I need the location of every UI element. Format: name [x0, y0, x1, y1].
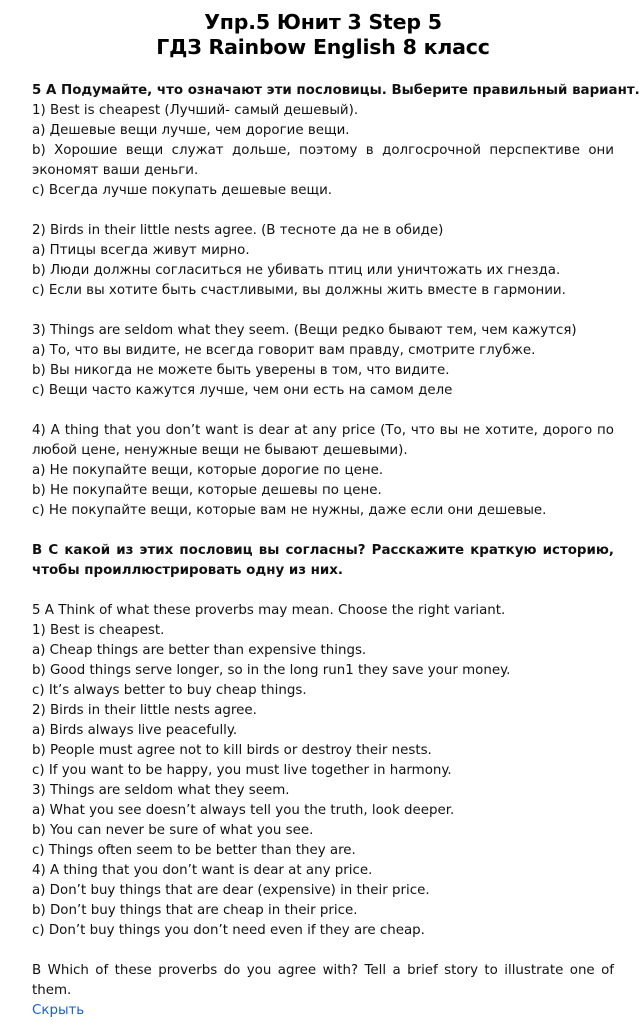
ru-heading: 5 A Подумайте, что означают эти пословицы. Выберите правильный вариант. — [32, 83, 640, 98]
ru-q4-title: 4) A thing that you don’t want is dear at any price (То, что вы не хотите, дорого по любой цене, ненужные вещи не бывают дешевыми). — [32, 423, 614, 458]
en-q3-option-c: c) Things often seem to be better than they are. — [32, 843, 356, 858]
ru-q1-option-c: c) Всегда лучше покупать дешевые вещи. — [32, 183, 333, 198]
ru-q4-option-b: b) Не покупайте вещи, которые дешевы по цене. — [32, 483, 382, 498]
ru-q3-option-c: c) Вещи часто кажутся лучше, чем они есть на самом деле — [32, 383, 453, 398]
ru-q2-title: 2) Birds in their little nests agree. (В тесноте да не в обиде) — [32, 223, 444, 238]
en-part-b: B Which of these proverbs do you agree with? Tell a brief story to illustrate one of them. — [32, 963, 614, 998]
ru-q4-option-c: c) Не покупайте вещи, которые вам не нужны, даже если они дешевые. — [32, 503, 547, 518]
title-line-2: ГДЗ Rainbow English 8 класс — [156, 35, 490, 59]
ru-q1-option-b: b) Хорошие вещи служат дольше, поэтому в долгосрочной перспективе они экономят ваши деньги. — [32, 143, 614, 178]
spacer — [32, 941, 614, 961]
ru-q2-option-a: a) Птицы всегда живут мирно. — [32, 243, 250, 258]
en-q1-title: 1) Best is cheapest. — [32, 623, 165, 638]
ru-q1-title: 1) Best is cheapest (Лучший- самый дешевый). — [32, 103, 359, 118]
en-q4-option-b: b) Don’t buy things that are cheap in their price. — [32, 903, 358, 918]
page-title — [32, 10, 614, 60]
en-heading: 5 A Think of what these proverbs may mean. Choose the right variant. — [32, 603, 506, 618]
en-q4-option-c: c) Don’t buy things you don’t need even if they are cheap. — [32, 923, 425, 938]
en-q3-option-b: b) You can never be sure of what you see. — [32, 823, 314, 838]
spacer — [32, 521, 614, 541]
ru-q1-option-a: a) Дешевые вещи лучше, чем дорогие вещи. — [32, 123, 350, 138]
en-q2-option-b: b) People must agree not to kill birds or destroy their nests. — [32, 743, 432, 758]
en-q1-option-a: a) Cheap things are better than expensive things. — [32, 643, 367, 658]
spacer — [32, 581, 614, 601]
hide-link[interactable]: Скрыть — [32, 1003, 85, 1018]
en-q2-option-c: c) If you want to be happy, you must live together in harmony. — [32, 763, 452, 778]
spacer — [32, 201, 614, 221]
ru-q3-option-a: a) То, что вы видите, не всегда говорит вам правду, смотрите глубже. — [32, 343, 536, 358]
ru-q3-title: 3) Things are seldom what they seem. (Вещи редко бывают тем, чем кажутся) — [32, 323, 577, 338]
en-q3-option-a: a) What you see doesn’t always tell you the truth, look deeper. — [32, 803, 455, 818]
ru-q2-option-c: c) Если вы хотите быть счастливыми, вы должны жить вместе в гармонии. — [32, 283, 566, 298]
en-q4-title: 4) A thing that you don’t want is dear at any price. — [32, 863, 373, 878]
title-line-1: Упр.5 Юнит 3 Step 5 — [204, 10, 442, 34]
en-q2-option-a: a) Birds always live peacefully. — [32, 723, 238, 738]
spacer — [32, 301, 614, 321]
en-q2-title: 2) Birds in their little nests agree. — [32, 703, 257, 718]
en-q1-option-b: b) Good things serve longer, so in the long run1 they save your money. — [32, 663, 511, 678]
ru-q2-option-b: b) Люди должны согласиться не убивать птиц или уничтожать их гнезда. — [32, 263, 561, 278]
en-q1-option-c: c) It’s always better to buy cheap things. — [32, 683, 307, 698]
answer-text — [32, 81, 640, 1021]
spacer — [32, 401, 614, 421]
en-q4-option-a: a) Don’t buy things that are dear (expensive) in their price. — [32, 883, 430, 898]
en-q3-title: 3) Things are seldom what they seem. — [32, 783, 290, 798]
ru-part-b: В С какой из этих пословиц вы согласны? Расскажите краткую историю, чтобы проиллюстрировать одну из них. — [32, 543, 614, 578]
ru-q4-option-a: a) Не покупайте вещи, которые дорогие по цене. — [32, 463, 384, 478]
ru-q3-option-b: b) Вы никогда не можете быть уверены в том, что видите. — [32, 363, 450, 378]
